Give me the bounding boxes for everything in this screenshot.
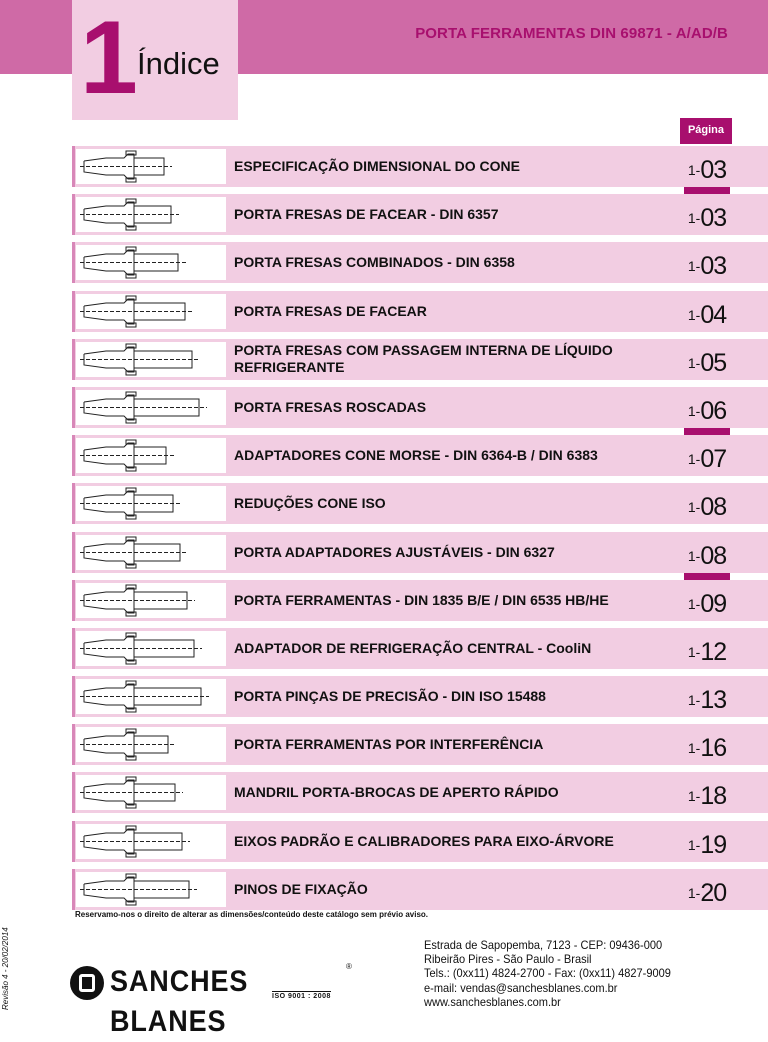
index-row-label: PORTA FRESAS COM PASSAGEM INTERNA DE LÍQUIDO REFRIGERANTE [234, 342, 613, 376]
page-prefix: 1- [687, 595, 701, 612]
company-logo [70, 962, 360, 1038]
index-row[interactable] [72, 676, 768, 717]
index-row-label: PORTA ADAPTADORES AJUSTÁVEIS - DIN 6327 [234, 543, 555, 560]
address-line: Ribeirão Pires - São Paulo - Brasil [424, 952, 592, 967]
index-row-page[interactable] [682, 146, 732, 187]
index-row[interactable] [72, 724, 768, 765]
tool-holder-drawing-icon [76, 486, 226, 521]
index-row-label: PORTA FRESAS ROSCADAS [234, 398, 427, 415]
index-row-page[interactable] [682, 339, 732, 380]
tool-holder-drawing-icon [76, 727, 226, 762]
page-prefix: 1- [687, 836, 701, 853]
page-prefix: 1- [687, 402, 701, 419]
index-row[interactable] [72, 194, 768, 235]
page-prefix: 1- [687, 210, 701, 227]
address-line: Estrada de Sapopemba, 7123 - CEP: 09436-000 [424, 938, 663, 952]
index-row-label: PORTA PINÇAS DE PRECISÃO - DIN ISO 15488 [234, 688, 546, 705]
page-prefix: 1- [687, 499, 701, 516]
page-number: 20 [700, 878, 727, 907]
index-row-page[interactable] [682, 194, 732, 235]
tool-holder-drawing-icon [76, 775, 226, 810]
index-row-page[interactable] [682, 772, 732, 813]
index-row-page[interactable] [682, 869, 732, 910]
page-number: 04 [700, 300, 727, 329]
page-tab-marker [684, 187, 730, 194]
index-list [72, 146, 768, 917]
index-row-label: PINOS DE FIXAÇÃO [234, 880, 368, 897]
index-row-page[interactable] [682, 821, 732, 862]
index-row-label: ESPECIFICAÇÃO DIMENSIONAL DO CONE [234, 158, 520, 174]
page-number: 08 [700, 541, 727, 570]
page-number: 12 [700, 637, 727, 666]
page-prefix: 1- [687, 740, 701, 757]
page-number: 03 [700, 252, 727, 281]
index-row[interactable] [72, 628, 768, 669]
index-row[interactable] [72, 339, 768, 380]
index-row-label: PORTA FRESAS DE FACEAR - DIN 6357 [234, 206, 499, 223]
index-row-label: EIXOS PADRÃO E CALIBRADORES PARA EIXO-ÁRVORE [234, 832, 614, 849]
page-prefix: 1- [687, 692, 701, 709]
index-row[interactable] [72, 821, 768, 862]
page-number: 09 [700, 589, 727, 618]
index-row-label: PORTA FRESAS DE FACEAR [234, 302, 427, 319]
tool-holder-drawing-icon [76, 824, 226, 859]
index-row-page[interactable] [682, 291, 732, 332]
page-column-label: Página [680, 118, 732, 144]
index-row-page[interactable] [682, 724, 732, 765]
page-prefix: 1- [687, 162, 701, 178]
page-prefix: 1- [687, 354, 701, 371]
page-number: 06 [700, 396, 727, 425]
index-row-page[interactable] [682, 532, 732, 573]
revision-note: Revisão 4 - 20/02/2014 [1, 927, 10, 1010]
page-number: 03 [700, 204, 727, 233]
page-prefix: 1- [687, 788, 701, 805]
tool-holder-drawing-icon [76, 583, 226, 618]
index-row[interactable] [72, 532, 768, 573]
page-prefix: 1- [687, 306, 701, 323]
index-row[interactable] [72, 772, 768, 813]
page-prefix: 1- [687, 884, 701, 901]
index-row-page[interactable] [682, 435, 732, 476]
disclaimer: Reservamo-nos o direito de alterar as dimensões/conteúdo deste catálogo sem prévio aviso. [75, 910, 429, 919]
tool-holder-drawing-icon [76, 872, 226, 907]
page-number: 13 [700, 686, 727, 715]
website-link[interactable]: www.sanchesblanes.com.br [424, 994, 561, 1009]
page-number: 07 [700, 445, 727, 474]
tool-holder-drawing-icon [76, 149, 226, 184]
index-row-page[interactable] [682, 387, 732, 428]
index-row[interactable] [72, 387, 768, 428]
page-prefix: 1- [687, 258, 701, 275]
index-row-label: ADAPTADORES CONE MORSE - DIN 6364-B / DIN 6383 [234, 447, 598, 464]
page-tab-marker [684, 573, 730, 580]
page-number: 16 [700, 734, 727, 763]
page-tab-marker [684, 428, 730, 435]
page-prefix: 1- [687, 643, 701, 660]
page-number: 08 [700, 493, 727, 522]
index-row[interactable] [72, 580, 768, 621]
index-row-page[interactable] [682, 676, 732, 717]
index-row-label: PORTA FRESAS COMBINADOS - DIN 6358 [234, 254, 515, 271]
index-row-page[interactable] [682, 242, 732, 283]
index-row-page[interactable] [682, 580, 732, 621]
page-number: 19 [700, 830, 727, 859]
index-row[interactable] [72, 242, 768, 283]
tool-holder-drawing-icon [76, 438, 226, 473]
page-title: Índice [137, 46, 220, 81]
tool-holder-drawing-icon [76, 631, 226, 666]
logo-text: SANCHES BLANES [110, 965, 249, 1038]
company-address [424, 938, 692, 1009]
index-row-label: REDUÇÕES CONE ISO [234, 495, 386, 512]
tool-holder-drawing-icon [76, 245, 226, 280]
index-row[interactable] [72, 869, 768, 910]
tool-holder-drawing-icon [76, 535, 226, 570]
logo-mark-icon [70, 966, 104, 1000]
index-row[interactable] [72, 146, 768, 187]
index-row[interactable] [72, 291, 768, 332]
index-row[interactable] [72, 435, 768, 476]
page-number: 05 [700, 348, 727, 377]
tool-holder-drawing-icon [76, 679, 226, 714]
tool-holder-drawing-icon [76, 294, 226, 329]
tool-holder-drawing-icon [76, 390, 226, 425]
tool-holder-drawing-icon [76, 197, 226, 232]
index-row-label: PORTA FERRAMENTAS - DIN 1835 B/E / DIN 6535 HB/HE [234, 591, 609, 608]
index-row[interactable] [72, 483, 768, 524]
index-row-label: ADAPTADOR DE REFRIGERAÇÃO CENTRAL - CooliN [234, 639, 592, 656]
iso-certification: ISO 9001 : 2008 [272, 993, 331, 1000]
index-row-page[interactable] [682, 628, 732, 669]
registered-mark: ® [346, 962, 352, 971]
index-row-page[interactable] [682, 483, 732, 524]
index-row-label: MANDRIL PORTA-BROCAS DE APERTO RÁPIDO [234, 784, 559, 801]
page-prefix: 1- [687, 451, 701, 468]
tool-holder-drawing-icon [76, 342, 226, 377]
address-line: e-mail: vendas@sanchesblanes.com.br [424, 980, 618, 995]
section-title: PORTA FERRAMENTAS DIN 69871 - A/AD/B [415, 25, 728, 42]
page-number: 18 [700, 782, 727, 811]
page-prefix: 1- [687, 547, 701, 564]
index-row-label: PORTA FERRAMENTAS POR INTERFERÊNCIA [234, 736, 544, 753]
page-number: 03 [700, 156, 727, 184]
address-line: Tels.: (0xx11) 4824-2700 - Fax: (0xx11) 4827-9009 [424, 966, 671, 981]
chapter-number: 1 [80, 0, 134, 116]
